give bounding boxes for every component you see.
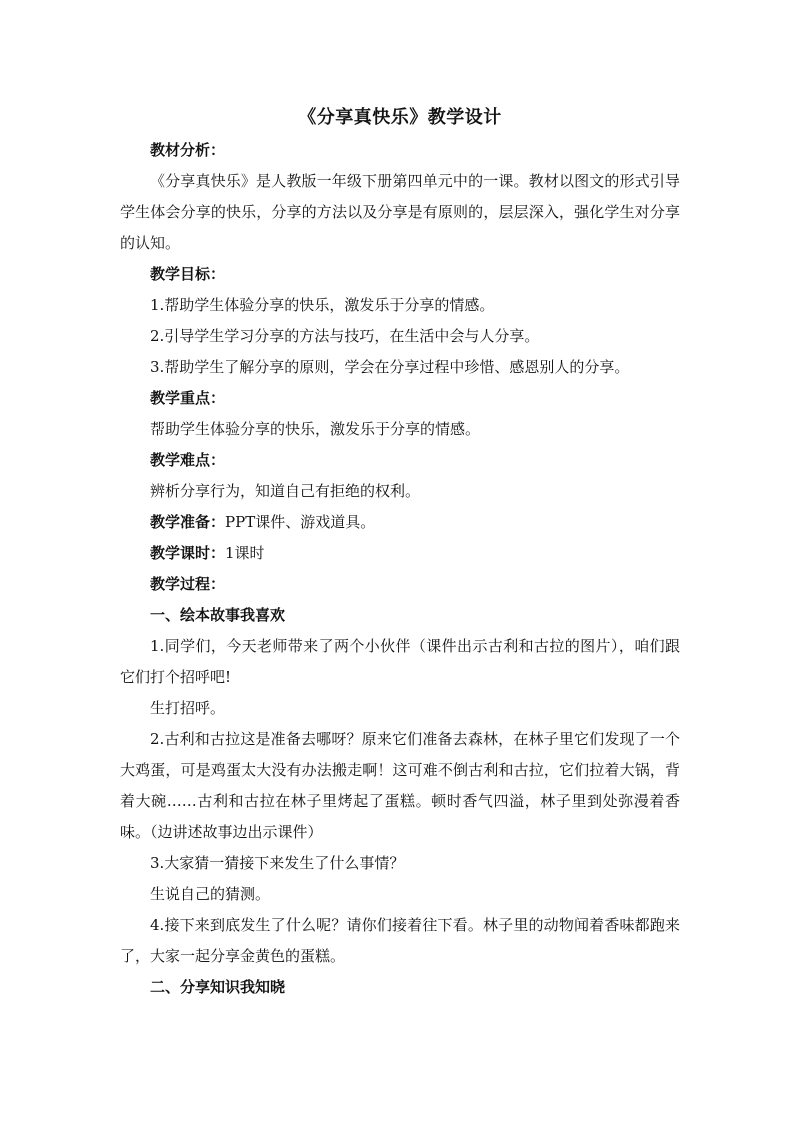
- key-point-text: 帮助学生体验分享的快乐，激发乐于分享的情感。: [150, 420, 481, 438]
- part2-heading: 二、分享知识我知晓: [150, 978, 286, 996]
- process-item: 3.大家猜一猜接下来发生了什么事情？: [150, 854, 405, 872]
- part1-heading: 一、绘本故事我喜欢: [150, 606, 286, 624]
- goal-item: 1.帮助学生体验分享的快乐，激发乐于分享的情感。: [150, 296, 495, 314]
- process-item: 4.接下来到底发生了什么呢？请你们接着往下看。林子里的动物闻着香味都跑来了，大家一起分享金黄色的蛋糕。: [120, 916, 680, 965]
- preparation-label: 教学准备：: [150, 513, 226, 531]
- difficulty-text: 辨析分享行为，知道自己有拒绝的权利。: [150, 482, 421, 500]
- process-item: 生打招呼。: [150, 699, 226, 717]
- difficulty-heading: 教学难点：: [150, 451, 226, 469]
- process-item: 2.古利和古拉这是准备去哪呀？原来它们准备去森林，在林子里它们发现了一个大鸡蛋，可是鸡蛋太大没有办法搬走啊！这可难不倒古利和古拉，它们拉着大锅，背着大碗……古利和古拉在林子里烤起了蛋糕。顿时香气四溢，林子里到处弥漫着香味。（边讲述故事边出示课件）: [120, 730, 680, 841]
- process-heading: 教学过程：: [150, 575, 226, 593]
- preparation-line: [120, 507, 680, 538]
- key-point-heading: 教学重点：: [150, 389, 226, 407]
- goal-item: 2.引导学生学习分享的方法与技巧，在生活中会与人分享。: [150, 327, 540, 345]
- class-hours-text: 1课时: [225, 544, 265, 562]
- process-item: 1.同学们，今天老师带来了两个小伙伴（课件出示古利和古拉的图片），咱们跟它们打个招呼吧!: [120, 637, 680, 686]
- process-item: 生说自己的猜测。: [150, 885, 271, 903]
- class-hours-label: 教学课时：: [150, 544, 226, 562]
- analysis-paragraph: 《分享真快乐》是人教版一年级下册第四单元中的一课。教材以图文的形式引导学生体会分享的快乐，分享的方法以及分享是有原则的，层层深入，强化学生对分享的认知。: [120, 172, 680, 252]
- document-title: 《分享真快乐》教学设计: [298, 107, 502, 128]
- preparation-text: PPT课件、游戏道具。: [225, 513, 376, 531]
- class-hours-line: [120, 538, 680, 569]
- document-body: [120, 103, 680, 1003]
- goals-heading: 教学目标：: [150, 265, 226, 283]
- goal-item: 3.帮助学生了解分享的原则，学会在分享过程中珍惜、感恩别人的分享。: [150, 358, 630, 376]
- analysis-heading: 教材分析：: [150, 141, 226, 159]
